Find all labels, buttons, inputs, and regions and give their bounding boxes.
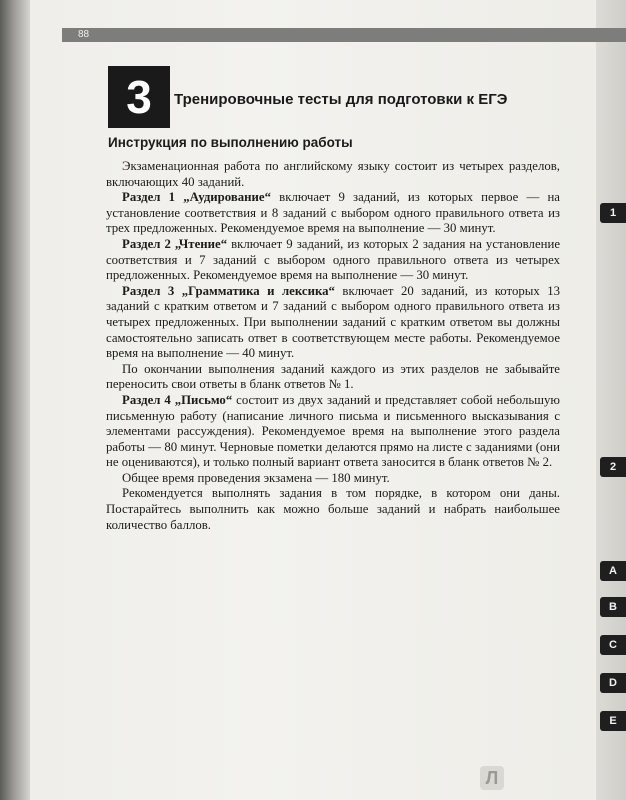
intro-paragraph: Экзаменационная работа по английскому языку состоит из четырех разделов, включающих 40 заданий.: [106, 159, 560, 189]
side-tab-c: C: [600, 635, 626, 655]
running-header-bar: [62, 28, 626, 42]
chapter-number-box: 3: [108, 66, 170, 128]
total-time-paragraph: Общее время проведения экзамена — 180 минут.: [122, 470, 390, 485]
section4-text: состоит из двух заданий и представляет собой небольшую письменную работу (написание личного письма и письменного высказывания с элементами рассуждения). Рекомендуемое время на выполнение этого раздела работы — 80 минут. Черновые пометки делаются прямо на листе с заданиями (они не оцениваются), и только полный вариант ответа заносится в бланк ответов № 2.: [106, 392, 560, 470]
instruction-heading: Инструкция по выполнению работы: [108, 135, 353, 150]
side-tab-1: 1: [600, 203, 626, 223]
side-tab-d: D: [600, 673, 626, 693]
section4-paragraph: [106, 393, 560, 471]
page-number: 88: [78, 29, 90, 40]
section1-text: включает 9 заданий, из которых первое — на установление соответствия и 8 заданий с выбором одного правильного ответа из трех предложенных. Рекомендуемое время на выполнение — 30 минут.: [106, 190, 560, 236]
side-tab-2: 2: [600, 457, 626, 477]
side-tab-b: B: [600, 597, 626, 617]
section3-paragraph: [106, 284, 560, 362]
chapter-title: Тренировочные тесты для подготовки к ЕГЭ: [174, 91, 508, 108]
section2-paragraph: [106, 237, 560, 284]
section1-label: Раздел 1 „Аудирование“: [122, 190, 271, 205]
section1-paragraph: [106, 190, 560, 237]
side-tab-a: A: [600, 561, 626, 581]
book-spine-shadow: [0, 0, 30, 800]
side-tab-e: E: [600, 711, 626, 731]
section2-label: Раздел 2 „Чтение“: [122, 236, 228, 251]
labirint-watermark-logo: Л: [480, 766, 504, 790]
recommendation-paragraph: Рекомендуется выполнять задания в том порядке, в котором они даны. Постарайтесь выполнить как можно больше заданий и набрать наибольшее количество баллов.: [106, 486, 560, 532]
section3-label: Раздел 3 „Грамматика и лексика“: [122, 283, 335, 298]
instruction-body: [106, 159, 560, 533]
after-sections-paragraph: По окончании выполнения заданий каждого из этих разделов не забывайте переносить свои ответы в бланк ответов № 1.: [106, 361, 560, 392]
section2-text: включает 9 заданий, из которых 2 задания на установление соответствия и 7 заданий с выбором одного правильного ответа из четырех предложенных. Рекомендуемое время на выполнение — 30 минут.: [106, 236, 561, 283]
section4-label: Раздел 4 „Письмо“: [122, 392, 233, 407]
section3-text: включает 20 заданий, из которых 13 заданий с кратким ответом и 7 заданий с выбором одного правильного ответа из четырех предложенных. При выполнении заданий с кратким ответом вы должны самостоятельно записать ответ в соответствующем месте работы. Рекомендуемое время на выполнение — 40 минут.: [106, 283, 561, 361]
